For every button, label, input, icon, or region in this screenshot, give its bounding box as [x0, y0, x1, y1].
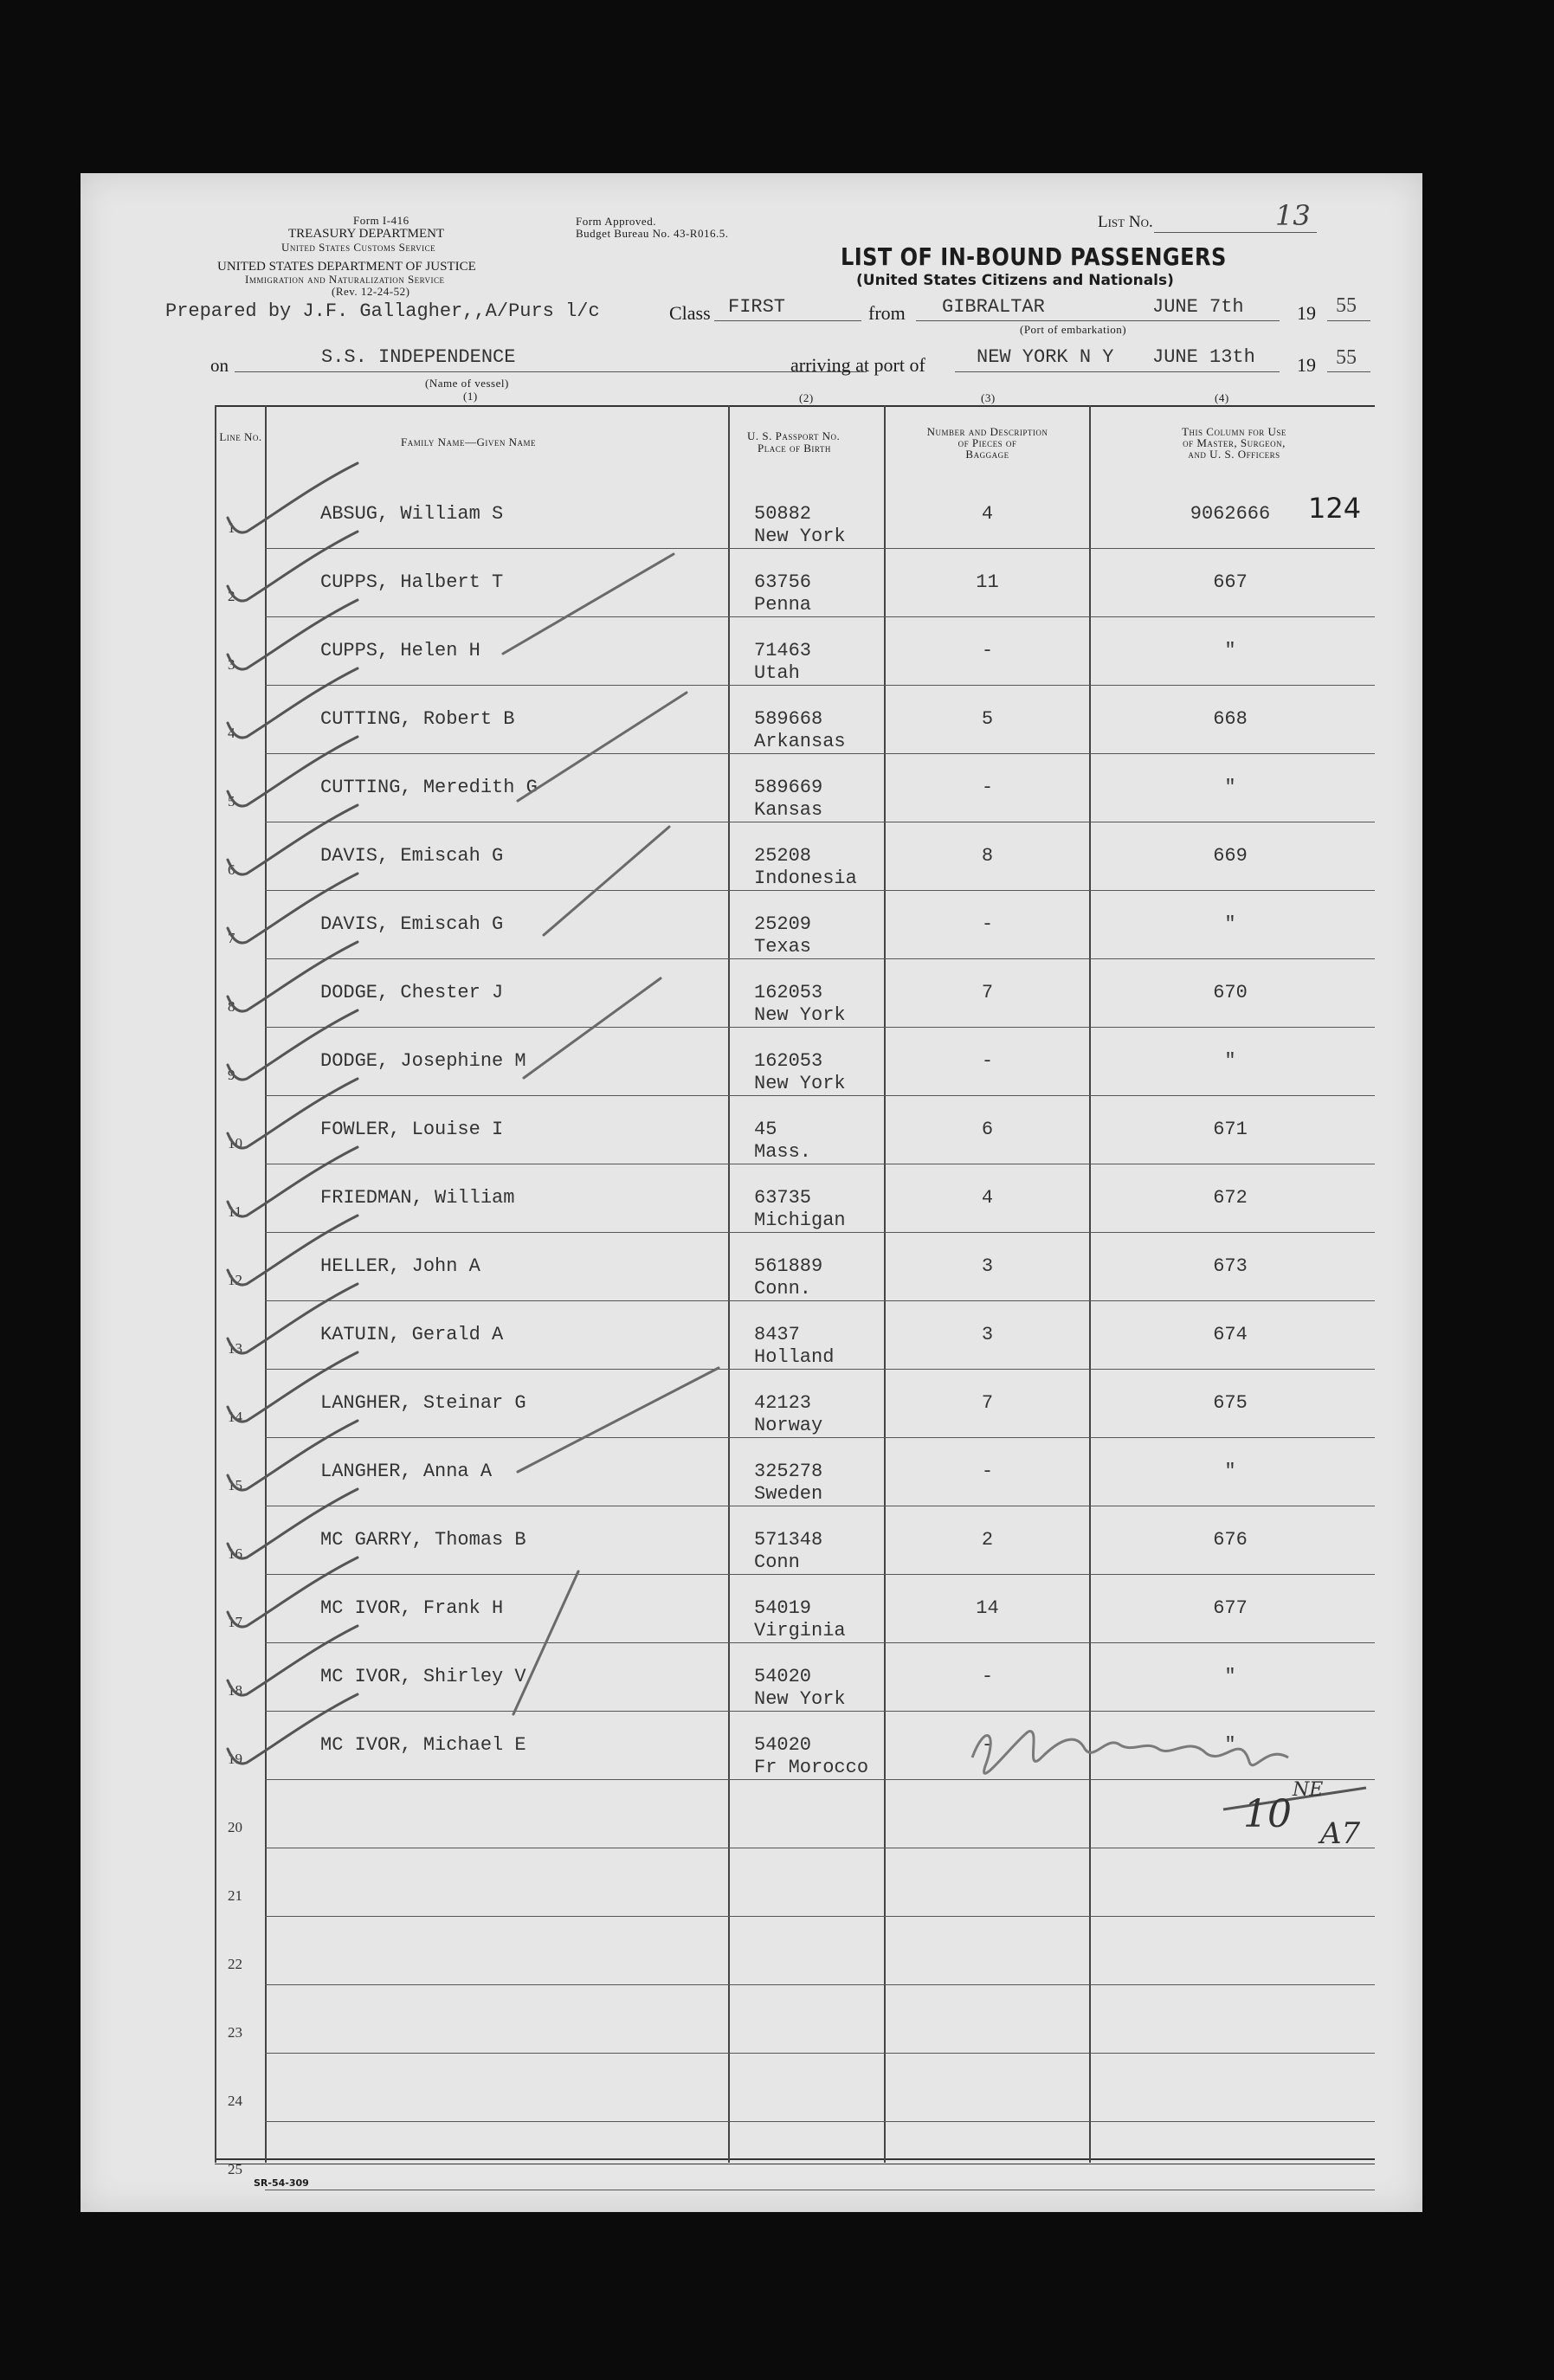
check-mark [228, 463, 358, 532]
line-no-header: Line No. [219, 430, 262, 443]
vessel-name: S.S. INDEPENDENCE [321, 346, 516, 368]
line-number: 6 [228, 861, 235, 878]
baggage-count: 7 [981, 982, 994, 1003]
baggage-count: - [981, 1050, 994, 1072]
officer-entry: 676 [1213, 1529, 1248, 1551]
birth-place: Arkansas [754, 731, 846, 752]
passport-number: 71463 [754, 640, 812, 661]
baggage-count: 14 [976, 1597, 999, 1619]
passport-number: 561889 [754, 1255, 823, 1277]
birth-place: Utah [754, 662, 800, 684]
check-mark [228, 1558, 358, 1627]
baggage-count: - [981, 640, 994, 661]
birth-place: Sweden [754, 1483, 823, 1505]
passenger-name: FRIEDMAN, William [320, 1187, 515, 1209]
baggage-count: 11 [976, 571, 999, 593]
passport-number: 571348 [754, 1529, 823, 1551]
from-port: GIBRALTAR [942, 296, 1045, 318]
check-mark [228, 1079, 358, 1148]
officer-entry: " [1224, 640, 1236, 661]
baggage-count: 6 [981, 1119, 994, 1140]
depart-date: JUNE 7th [1152, 296, 1244, 318]
fraction-bottom: A7 [1320, 1816, 1361, 1851]
officer-entry: " [1224, 1666, 1236, 1687]
check-mark [228, 1352, 358, 1422]
birth-place: Holland [754, 1346, 835, 1368]
line-number: 24 [228, 2093, 242, 2109]
passenger-name: FOWLER, Louise I [320, 1119, 504, 1140]
birth-place: New York [754, 1004, 846, 1026]
check-mark [228, 805, 358, 874]
officer-entry: " [1224, 777, 1236, 798]
check-mark [228, 1284, 358, 1353]
baggage-count: - [981, 913, 994, 935]
officer-entry: " [1224, 913, 1236, 935]
officer-entry: 677 [1213, 1597, 1248, 1619]
vessel-caption: (Name of vessel) [425, 377, 509, 390]
passenger-name: CUPPS, Helen H [320, 640, 480, 661]
form-code: SR-54-309 [254, 2177, 309, 2189]
baggage-count: 3 [981, 1324, 994, 1345]
line-number: 8 [228, 998, 235, 1015]
depart-year-prefix: 19 [1297, 302, 1316, 324]
check-mark [228, 942, 358, 1011]
line-number: 15 [228, 1477, 242, 1493]
arrival-port: NEW YORK N Y [977, 346, 1114, 368]
passport-number: 45 [754, 1119, 777, 1140]
baggage-count: - [981, 777, 994, 798]
officer-entry: 667 [1213, 571, 1248, 593]
passport-header: U. S. Passport No. [747, 429, 841, 442]
passenger-name: KATUIN, Gerald A [320, 1324, 504, 1345]
check-mark [228, 1489, 358, 1558]
name-header: Family Name—Given Name [401, 435, 536, 448]
line-number: 2 [228, 588, 235, 604]
passport-number: 54019 [754, 1597, 812, 1619]
birth-place: Indonesia [754, 868, 857, 889]
baggage-count: - [981, 1666, 994, 1687]
document-subtitle: (United States Citizens and Nationals) [856, 272, 1174, 289]
officer-entry: 674 [1213, 1324, 1248, 1345]
arrival-date: JUNE 13th [1152, 346, 1255, 368]
birth-place: Fr Morocco [754, 1757, 869, 1778]
baggage-count: 4 [981, 1187, 994, 1209]
passenger-name: MC IVOR, Shirley V [320, 1666, 526, 1687]
line-number: 19 [228, 1751, 242, 1767]
ins-service: Immigration and Naturalization Service [245, 273, 445, 286]
passenger-name: CUTTING, Meredith G [320, 777, 538, 798]
passport-number: 63756 [754, 571, 812, 593]
form-approved: Form Approved. [576, 215, 656, 228]
passport-number: 42123 [754, 1392, 812, 1414]
officer-entry: 668 [1213, 708, 1248, 730]
baggage-count: 7 [981, 1392, 994, 1414]
passenger-name: LANGHER, Steinar G [320, 1392, 526, 1414]
passenger-manifest-sheet [81, 173, 1422, 2212]
passport-number: 162053 [754, 982, 823, 1003]
passport-number: 54020 [754, 1734, 812, 1756]
passport-number: 162053 [754, 1050, 823, 1072]
passport-number: 50882 [754, 503, 812, 525]
line-number: 21 [228, 1887, 242, 1904]
class-value: FIRST [728, 296, 786, 318]
officer-entry: " [1224, 1461, 1236, 1482]
birth-place: New York [754, 1073, 846, 1094]
baggage-header-2: of Pieces of [958, 436, 1017, 449]
birth-place: Norway [754, 1415, 823, 1436]
line-number: 16 [228, 1545, 242, 1562]
birth-place: Conn [754, 1551, 800, 1573]
fraction-sup: NE [1293, 1779, 1324, 1801]
baggage-header: Number and Description [926, 425, 1048, 438]
check-mark [228, 668, 358, 738]
passenger-name: CUTTING, Robert B [320, 708, 515, 730]
birth-place: Mass. [754, 1141, 812, 1163]
passenger-name: MC GARRY, Thomas B [320, 1529, 526, 1551]
from-label: from [868, 302, 906, 324]
officers-header-3: and U. S. Officers [1188, 448, 1280, 461]
birth-place: Penna [754, 594, 812, 616]
birth-place: Michigan [754, 1209, 846, 1231]
passport-number: 8437 [754, 1324, 800, 1345]
arrival-year-prefix: 19 [1297, 354, 1316, 376]
passenger-name: MC IVOR, Frank H [320, 1597, 504, 1619]
officers-header-2: of Master, Surgeon, [1183, 436, 1286, 449]
birth-place: Kansas [754, 799, 823, 821]
line-number: 17 [228, 1614, 242, 1630]
line-number: 4 [228, 725, 235, 741]
birth-place: New York [754, 526, 846, 547]
birth-place: Virginia [754, 1620, 846, 1641]
check-mark [228, 737, 358, 806]
handwritten-marks [81, 173, 1422, 2212]
passport-number: 63735 [754, 1187, 812, 1209]
line-number: 9 [228, 1067, 235, 1083]
list-number-label: List No. [1098, 213, 1153, 231]
passport-number: 589668 [754, 708, 823, 730]
line-number: 20 [228, 1819, 242, 1835]
birth-place: Texas [754, 936, 812, 958]
passenger-name: DODGE, Chester J [320, 982, 504, 1003]
arriving-label: arriving at port of [790, 354, 925, 376]
baggage-header-3: Baggage [965, 448, 1009, 461]
baggage-count: 2 [981, 1529, 994, 1551]
justice-department: UNITED STATES DEPARTMENT OF JUSTICE [217, 260, 476, 274]
depart-year: 55 [1336, 294, 1357, 317]
officers-header: This Column for Use [1182, 425, 1286, 438]
birth-place: New York [754, 1688, 846, 1710]
passport-number: 54020 [754, 1666, 812, 1687]
passport-number: 25208 [754, 845, 812, 867]
budget-bureau: Budget Bureau No. 43-R016.5. [576, 227, 729, 240]
line-number: 12 [228, 1272, 242, 1288]
officer-entry: 670 [1213, 982, 1248, 1003]
line-number: 1 [228, 519, 235, 536]
check-mark [228, 874, 358, 943]
inspector-signature [972, 1732, 1288, 1774]
line-number: 5 [228, 793, 235, 809]
revision-date: (Rev. 12-24-52) [332, 285, 410, 298]
check-mark [228, 1626, 358, 1695]
officer-entry: 671 [1213, 1119, 1248, 1140]
baggage-count: 3 [981, 1255, 994, 1277]
passenger-name: ABSUG, William S [320, 503, 504, 525]
passenger-name: DAVIS, Emiscah G [320, 845, 504, 867]
officer-entry: " [1224, 1734, 1236, 1756]
form-number: Form I-416 [353, 214, 409, 227]
margin-number: 124 [1308, 492, 1362, 525]
line-number: 23 [228, 2024, 242, 2041]
officer-entry: 672 [1213, 1187, 1248, 1209]
baggage-count: - [981, 1461, 994, 1482]
treasury-department: TREASURY DEPARTMENT [288, 227, 445, 241]
line-number: 3 [228, 656, 235, 673]
officer-entry: 673 [1213, 1255, 1248, 1277]
line-number: 10 [228, 1135, 242, 1151]
document-title: LIST OF IN-BOUND PASSENGERS [841, 242, 1227, 271]
passenger-name: HELLER, John A [320, 1255, 480, 1277]
check-mark [228, 1010, 358, 1080]
passport-number: 325278 [754, 1461, 823, 1482]
check-mark [228, 600, 358, 669]
passenger-name: MC IVOR, Michael E [320, 1734, 526, 1756]
customs-service: United States Customs Service [281, 241, 436, 254]
passenger-name: LANGHER, Anna A [320, 1461, 493, 1482]
on-label: on [210, 355, 229, 376]
list-number: 13 [1275, 199, 1311, 232]
check-mark [228, 1147, 358, 1216]
passenger-name: DODGE, Josephine M [320, 1050, 526, 1072]
fraction-top: 10 [1243, 1792, 1292, 1836]
birthplace-header: Place of Birth [758, 442, 831, 455]
check-mark [228, 532, 358, 601]
check-mark [228, 1694, 358, 1764]
line-number: 25 [228, 2161, 242, 2177]
prepared-by: Prepared by J.F. Gallagher,,A/Purs l/c [165, 300, 600, 322]
class-label: Class [669, 302, 711, 324]
passport-number: 589669 [754, 777, 823, 798]
check-mark [228, 1421, 358, 1490]
port-embark-caption: (Port of embarkation) [1020, 323, 1127, 336]
baggage-count: 8 [981, 845, 994, 867]
line-number: 7 [228, 930, 235, 946]
baggage-count: 5 [981, 708, 994, 730]
officer-entry: 675 [1213, 1392, 1248, 1414]
line-number: 14 [228, 1409, 242, 1425]
check-mark [228, 1216, 358, 1285]
line-number: 13 [228, 1340, 242, 1357]
baggage-count: 4 [981, 503, 994, 525]
officer-entry: " [1224, 1050, 1236, 1072]
baggage-count: - [981, 1734, 994, 1756]
line-number: 18 [228, 1682, 242, 1699]
column-number: (4) [1215, 391, 1229, 404]
column-number: (2) [799, 391, 814, 404]
officer-entry: 9062666 [1190, 503, 1271, 525]
line-number: 11 [228, 1203, 242, 1220]
birth-place: Conn. [754, 1278, 812, 1300]
passenger-name: DAVIS, Emiscah G [320, 913, 504, 935]
line-number: 22 [228, 1956, 242, 1972]
column-number: (3) [981, 391, 996, 404]
passport-number: 25209 [754, 913, 812, 935]
column-number: (1) [463, 390, 478, 403]
officer-entry: 669 [1213, 845, 1248, 867]
passenger-name: CUPPS, Halbert T [320, 571, 504, 593]
arrival-year: 55 [1336, 346, 1357, 369]
